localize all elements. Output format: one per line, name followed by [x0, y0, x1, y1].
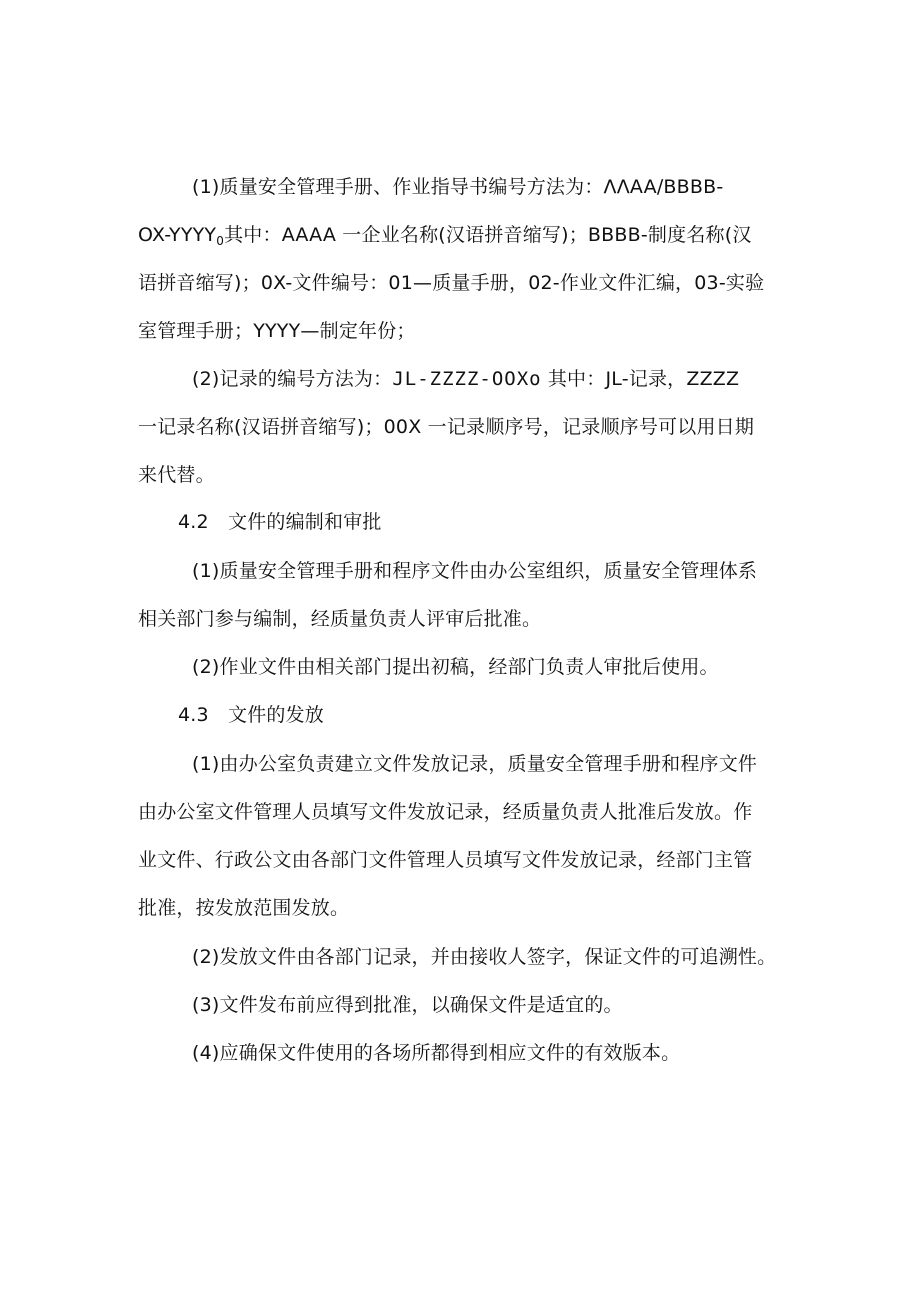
heading-line [138, 691, 798, 739]
text-line [138, 355, 798, 403]
section-heading-4-3 [138, 691, 798, 739]
text-line: 业文件、行政公文由各部门文件管理人员填写文件发放记录，经部门主管 [138, 849, 753, 871]
text-line: (1)质量安全管理手册和程序文件由办公室组织，质量安全管理体系 [192, 560, 758, 582]
text-line: 一记录名称(汉语拼音缩写)；00X 一记录顺序号，记录顺序号可以用日期 [138, 416, 755, 438]
paragraph-traceability [138, 933, 798, 981]
text-line: (4)应确保文件使用的各场所都得到相应文件的有效版本。 [192, 1042, 681, 1064]
subscript-digit: 0 [216, 234, 225, 248]
paragraph-compilation [138, 547, 798, 643]
paragraph-distribution-record [138, 740, 798, 932]
text-line: 由办公室文件管理人员填写文件发放记录，经质量负责人批准后发放。作 [138, 801, 753, 823]
text-line: 语拼音缩写)；0X-文件编号：01—质量手册，02-作业文件汇编，03-实验 [138, 272, 765, 294]
code-format: OX-YYYY [138, 224, 217, 246]
record-code-format: JL-ZZZZ-OOXo [392, 368, 542, 390]
text-segment: 其中：AAAA 一企业名称(汉语拼音缩写)；BBBB-制度名称(汉 [224, 224, 752, 246]
text-line: (2)发放文件由各部门记录，并由接收人签字，保证文件的可追溯性。 [192, 946, 777, 968]
text-line: (2)作业文件由相关部门提出初稿，经部门负责人审批后使用。 [192, 656, 719, 678]
paragraph-record-numbering [138, 355, 798, 499]
section-heading-4-2 [138, 498, 798, 546]
heading-line [138, 498, 798, 546]
section-title: 文件的发放 [228, 704, 325, 726]
text-line: (1)质量安全管理手册、作业指导书编号方法为：ΛΛAA∕BBBB- [192, 176, 724, 198]
paragraph-numbering-method [138, 163, 798, 355]
text-line: 批准，按发放范围发放。 [138, 897, 350, 919]
section-number: 4.2 [178, 511, 209, 533]
text-line: (3)文件发布前应得到批准，以确保文件是适宜的。 [192, 994, 623, 1016]
paragraph-work-files [138, 643, 798, 691]
text-line: 相关部门参与编制，经质量负责人评审后批准。 [138, 608, 542, 630]
section-number: 4.3 [178, 704, 209, 726]
text-segment: (2)记录的编号方法为： [192, 368, 393, 390]
text-segment: 其中：JL-记录，ZZZZ [541, 368, 740, 390]
paragraph-valid-version [138, 1029, 798, 1077]
text-line [138, 211, 798, 259]
text-line: 室管理手册；YYYY—制定年份； [138, 320, 416, 342]
paragraph-approval [138, 981, 798, 1029]
text-line: 来代替。 [138, 464, 215, 486]
section-title: 文件的编制和审批 [228, 511, 382, 533]
text-line: (1)由办公室负责建立文件发放记录，质量安全管理手册和程序文件 [192, 753, 758, 775]
